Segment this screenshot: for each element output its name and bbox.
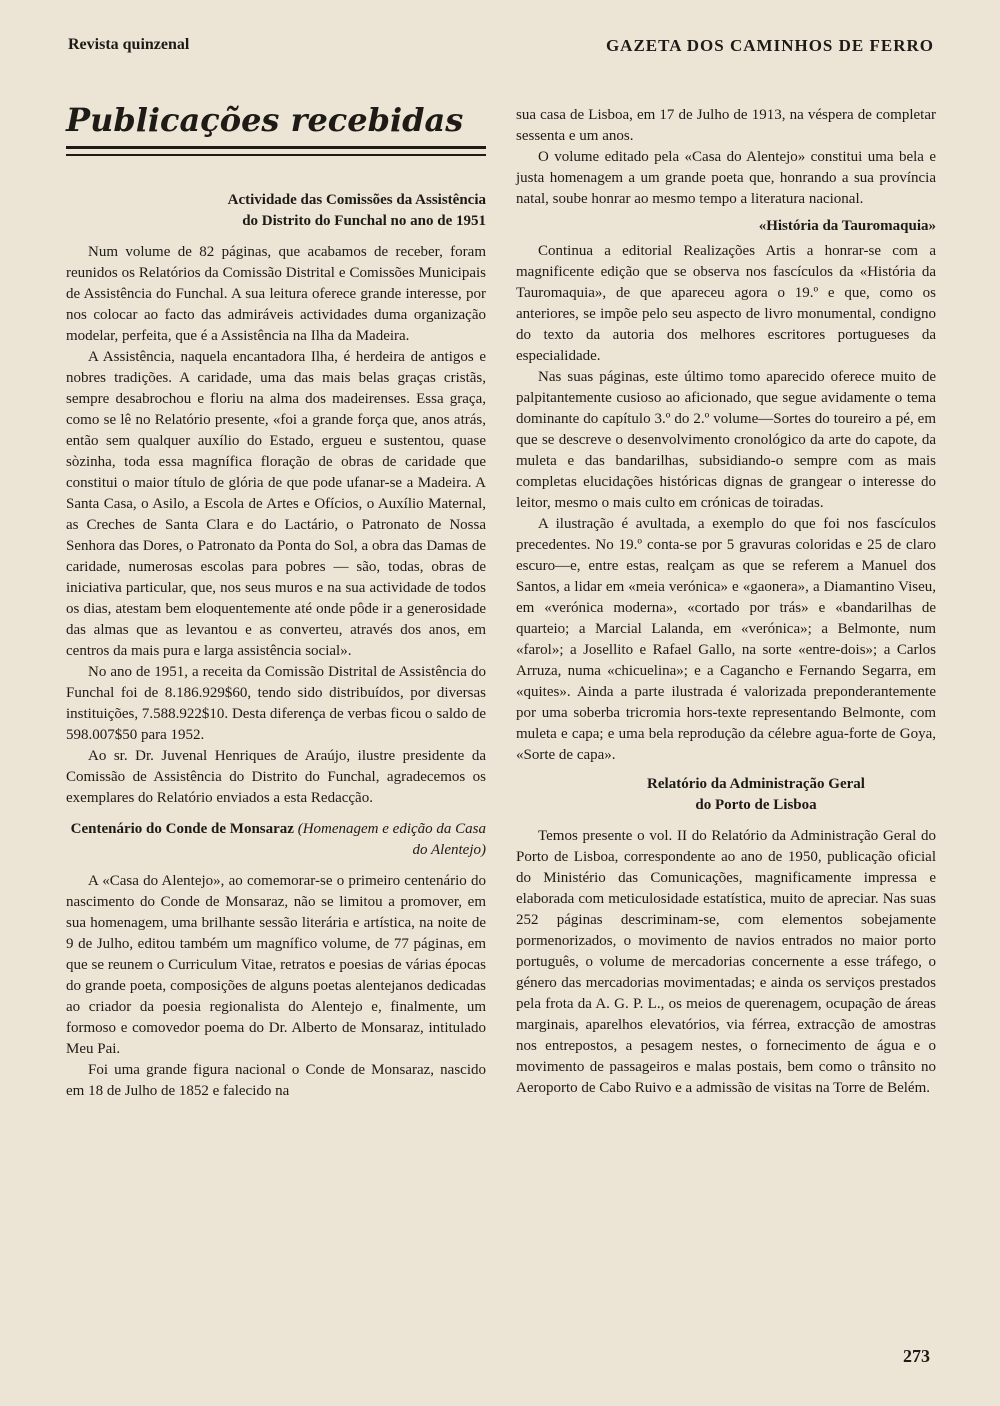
right-column <box>516 105 936 1099</box>
paragraph: Continua a editorial Realizações Artis a honrar-se com a magnificente edição que se observa nos fascículos da «História da Tauromaquia», de que apareceu agora o 19.º e que, como os anteriores, se impõe pelo seu aspecto de livro monumental, condigno do texto da autoria dos melhores escritores portugueses da especialidade. <box>516 243 936 364</box>
paragraph: Foi uma grande figura nacional o Conde de Monsaraz, nascido em 18 de Julho de 1852 e falecido na <box>66 1062 486 1099</box>
heading-line: Relatório da Administração Geral <box>647 776 865 792</box>
heading-line: Actividade das Comissões da Assistência <box>227 192 486 208</box>
paragraph: No ano de 1951, a receita da Comissão Distrital de Assistência do Funchal foi de 8.186.929$60, tendo sido distribuídos, por diversas instituições, 7.588.922$10. Desta diferença de verbas ficou o saldo de 598.007$50 para 1952. <box>66 664 486 743</box>
page-number: 273 <box>903 1346 930 1366</box>
running-header-right: GAZETA DOS CAMINHOS DE FERRO <box>605 36 934 55</box>
section-title: Publicações recebidas <box>66 101 464 139</box>
paragraph: Ao sr. Dr. Juvenal Henriques de Araújo, ilustre presidente da Comissão de Assistência do Distrito do Funchal, agradecemos os exemplares do Relatório enviados a esta Redacção. <box>66 748 486 806</box>
left-column <box>66 190 486 1102</box>
section-heading-monsaraz <box>66 819 486 861</box>
heading-italic: (Homenagem e edição da Casa do Alentejo) <box>297 821 486 858</box>
paragraph: A ilustração é avultada, a exemplo do que foi nos fascículos precedentes. No 19.º conta-se por 5 gravuras coloridas e 25 de claro escuro—e, entre estas, realçam as que se referem a Manuel dos Santos, a lidar em «meia verónica» e «gaonera», a Diamantino Viseu, em «verónica moderna», «cortado por trás» e «bandarilhas de quarteio; a Marcial Lalanda, em «verónica»; a Belmonte, num «farol»; a Josellito e Rafael Gallo, na sorte «entre-dois»; a Carlos Arruza, numa «chicuelina»; e a Cagancho e Fernando Segarra, em «quites». Ainda a parte ilustrada é valorizada preponderantemente por uma soberba tricromia hors-texte representando Belmonte, com muleta e capa; e uma bela reprodução da célebre agua-forte de Goya, «Sorte de capa». <box>516 516 936 763</box>
heading-line: do Distrito do Funchal no ano de 1951 <box>242 213 486 229</box>
paragraph: Temos presente o vol. II do Relatório da Administração Geral do Porto de Lisboa, correspondente ao ano de 1950, publicação oficial do Ministério das Comunicações, magnificamente impressa e elaborada com meticulosidade estatística, muito de apreciar. Nas suas 252 páginas descriminam-se, com elementos sobejamente pormenorizados, o movimento de navios entrados no maior porto português, o volume de mercadorias concernente a esse tráfego, o género das mercadorias movimentadas; e ainda os serviços prestados pela frota da A. G. P. L., os meios de querenagem, ocupação de áreas marginais, aparelhos elevatórios, via férrea, extracção de amostras nos entrepostos, a pesagem nestes, o fornecimento de água e o movimento de passageiros e malas postais, bem como o trânsito no Aeroporto de Cabo Ruivo e a admissão de visitas na Torre de Belém. <box>516 828 936 1096</box>
paragraph: O volume editado pela «Casa do Alentejo» constitui uma bela e justa homenagem a um grande poeta que, honrando a sua província natal, soube honrar ao mesmo tempo a literatura nacional. <box>516 149 936 207</box>
paragraph-continued: sua casa de Lisboa, em 17 de Julho de 1913, na véspera de completar sessenta e um anos. <box>516 107 936 144</box>
heading-bold: Centenário do Conde de Monsaraz <box>70 821 294 837</box>
title-rule-thick <box>66 146 486 149</box>
heading-line: do Porto de Lisboa <box>695 797 817 813</box>
section-heading-porto-lisboa <box>516 774 936 816</box>
paragraph: Num volume de 82 páginas, que acabamos de receber, foram reunidos os Relatórios da Comissão Distrital e Comissões Municipais de Assistência do Funchal. A sua leitura oferece grande interesse, por nos colocar ao facto das admiráveis actividades duma organização modelar, perfeita, que é a Assistência na Ilha da Madeira. <box>66 244 486 344</box>
paragraph: Nas suas páginas, este último tomo aparecido oferece muito de palpitantemente cusioso ao aficionado, que segue avidamente o tema dominante do capítulo 3.º do 2.º volume—Sortes do toureiro a pé, em que se descreve o desenvolvimento cronológico da arte do capote, da muleta e das bandarilhas, subsidiando-o sempre com as mais completas elucidações históricas dignas de grangear o interesse do leitor, mesmo o mais culto em crónicas de toiradas. <box>516 369 936 511</box>
running-header-left: Revista quinzenal <box>68 36 190 53</box>
section-heading-tauromaquia: «História da Tauromaquia» <box>758 218 936 234</box>
paragraph: A Assistência, naquela encantadora Ilha, é herdeira de antigos e nobres tradições. A caridade, uma das mais belas graças cristãs, sempre desabrochou e floriu na alma dos madeirenses. Essa graça, como se lê no Relatório presente, «foi a grande força que, anos atrás, então sem qualquer auxílio do Estado, ergueu e sustentou, quase sòzinha, toda essa magnífica floração de obras de caridade que constitui o maior título de glória de que pode ufanar-se a Madeira. A Santa Casa, o Asilo, a Escola de Artes e Ofícios, o Auxílio Maternal, as Creches de Santa Clara e do Lactário, o Patronato de Nossa Senhora das Dores, o Patronato da Ponta do Sol, a obra das Damas de caridade, numerosas escolas para pobres — são, todas, obras de iniciativa particular, que, nos seus muros e na sua actividade de todos os dias, atestam bem eloquentemente até onde pôde ir a generosidade das almas que as levantou e as converteu, através dos anos, em centros da mais pura e larga assistência social». <box>66 349 486 659</box>
section-heading-assistencia <box>66 190 486 232</box>
paragraph: A «Casa do Alentejo», ao comemorar-se o primeiro centenário do nascimento do Conde de Monsaraz, não se limitou a promover, em sua homenagem, uma brilhante sessão literária e artística, na noite de 9 de Julho, editou também um magnífico volume, de 77 páginas, em que se reunem o Curriculum Vitae, retratos e poesias de várias épocas do grande poeta, composições de alguns poetas alentejanos dedicadas ao criador da poesia regionalista do Alentejo e, finalmente, um formoso e comovedor poema do Dr. Alberto de Monsaraz, intitulado Meu Pai. <box>66 873 486 1057</box>
title-rule-thin <box>66 154 486 156</box>
